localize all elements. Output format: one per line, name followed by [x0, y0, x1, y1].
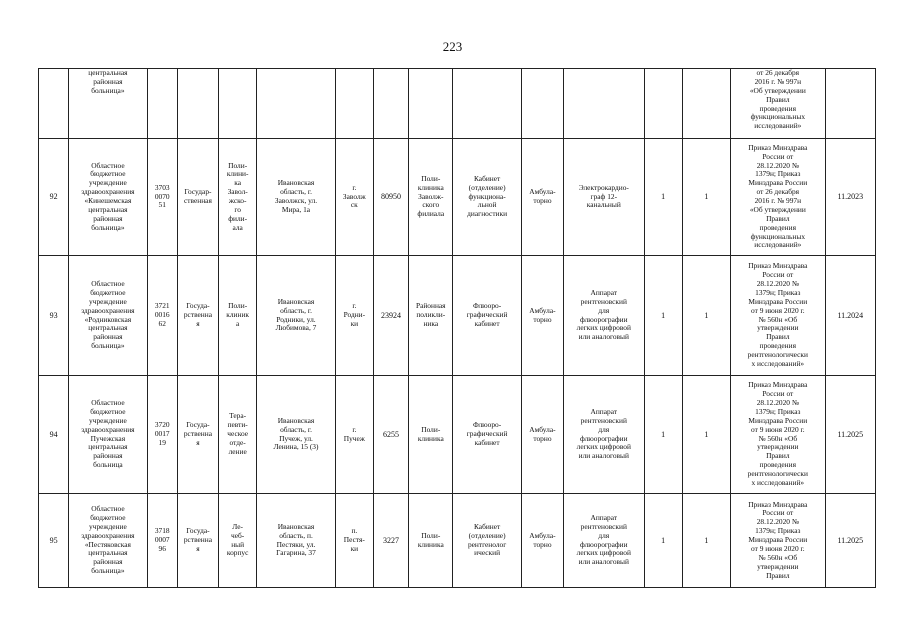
- cell-institution: Областное бюджетное учреждение здравоохранения «Кинешемская центральная районная больница»: [69, 139, 147, 256]
- cell-qty-a: [644, 69, 682, 139]
- cell-ownership: Госуда- рственна я: [177, 376, 218, 494]
- cell-legal-basis: Приказ Минздрава России от 28.12.2020 № 1379н; Приказ Минздрава России от 9 июня 2020 г. № 560н «Об утверждении Правил проведения рентгенологически х исследований»: [731, 376, 826, 494]
- equipment-register-table: [38, 68, 876, 588]
- cell-unit: [409, 69, 453, 139]
- table-row: [39, 376, 876, 494]
- cell-ownership: Госуда- рственна я: [177, 494, 218, 588]
- cell-city: г. Родни- ки: [335, 256, 373, 376]
- cell-date: 11.2025: [825, 376, 875, 494]
- cell-qty-b: 1: [682, 376, 730, 494]
- cell-care-type: Амбула- торно: [521, 256, 563, 376]
- cell-city: г. Пучеж: [335, 376, 373, 494]
- cell-institution: Областное бюджетное учреждение здравоохранения «Родниковская центральная районная больница»: [69, 256, 147, 376]
- cell-address: [257, 69, 335, 139]
- cell-care-type: Амбула- торно: [521, 494, 563, 588]
- cell-legal-basis: Приказ Минздрава России от 28.12.2020 № 1379н; Приказ Минздрава России от 9 июня 2020 г. № 560н «Об утверждении Правил: [731, 494, 826, 588]
- cell-date: 11.2025: [825, 494, 875, 588]
- cell-equipment: Электрокардио- граф 12- канальный: [564, 139, 644, 256]
- cell-num: 92: [39, 139, 69, 256]
- table-row: [39, 256, 876, 376]
- cell-qty-a: 1: [644, 376, 682, 494]
- cell-room: Кабинет (отделение) функциона- льной диагностики: [453, 139, 521, 256]
- cell-unit: Поли- клиника: [409, 494, 453, 588]
- cell-room: Флюоро- графический кабинет: [453, 256, 521, 376]
- cell-num: [39, 69, 69, 139]
- cell-care-type: [521, 69, 563, 139]
- cell-population: 80950: [373, 139, 408, 256]
- table-row: [39, 139, 876, 256]
- cell-num: 94: [39, 376, 69, 494]
- cell-qty-a: 1: [644, 256, 682, 376]
- cell-num: 93: [39, 256, 69, 376]
- cell-qty-a: 1: [644, 494, 682, 588]
- cell-institution: центральная районная больница»: [69, 69, 147, 139]
- cell-population: 23924: [373, 256, 408, 376]
- cell-address: Ивановская область, г. Пучеж, ул. Ленина, 15 (3): [257, 376, 335, 494]
- cell-division: Поли- клини- ка Завол- жско- го фили- ала: [219, 139, 257, 256]
- cell-code: 3703 0070 51: [147, 139, 177, 256]
- cell-ownership: Государ- ственная: [177, 139, 218, 256]
- cell-legal-basis: от 26 декабря 2016 г. № 997н «Об утверждении Правил проведения функциональных исследований»: [731, 69, 826, 139]
- cell-equipment: Аппарат рентгеновский для флюорографии легких цифровой или аналоговый: [564, 376, 644, 494]
- cell-code: [147, 69, 177, 139]
- cell-qty-b: 1: [682, 139, 730, 256]
- cell-institution: Областное бюджетное учреждение здравоохранения Пучежская центральная районная больница: [69, 376, 147, 494]
- cell-equipment: Аппарат рентгеновский для флюорографии легких цифровой или аналоговый: [564, 256, 644, 376]
- cell-date: 11.2024: [825, 256, 875, 376]
- cell-room: Кабинет (отделение) рентгенолог ический: [453, 494, 521, 588]
- table-row: [39, 494, 876, 588]
- cell-care-type: Амбула- торно: [521, 139, 563, 256]
- cell-date: 11.2023: [825, 139, 875, 256]
- cell-city: [335, 69, 373, 139]
- cell-unit: Районная поликли- ника: [409, 256, 453, 376]
- cell-population: 6255: [373, 376, 408, 494]
- cell-code: 3718 0007 96: [147, 494, 177, 588]
- table-row-continuation: [39, 69, 876, 139]
- page-number: 223: [442, 39, 463, 54]
- cell-code: 3721 0016 62: [147, 256, 177, 376]
- cell-unit: Поли- клиника Заволж- ского филиала: [409, 139, 453, 256]
- cell-date: [825, 69, 875, 139]
- cell-division: Поли- клиник а: [219, 256, 257, 376]
- cell-population: [373, 69, 408, 139]
- cell-qty-b: 1: [682, 256, 730, 376]
- cell-population: 3227: [373, 494, 408, 588]
- cell-city: г. Заволж ск: [335, 139, 373, 256]
- cell-equipment: Аппарат рентгеновский для флюорографии легких цифровой или аналоговый: [564, 494, 644, 588]
- cell-qty-b: 1: [682, 494, 730, 588]
- cell-division: [219, 69, 257, 139]
- cell-qty-a: 1: [644, 139, 682, 256]
- cell-code: 3720 0017 19: [147, 376, 177, 494]
- cell-num: 95: [39, 494, 69, 588]
- cell-legal-basis: Приказ Минздрава России от 28.12.2020 № 1379н; Приказ Минздрава России от 9 июня 2020 г. № 560н «Об утверждении Правил проведения рентгенологически х исследований»: [731, 256, 826, 376]
- cell-equipment: [564, 69, 644, 139]
- cell-legal-basis: Приказ Минздрава России от 28.12.2020 № 1379н; Приказ Минздрава России от 26 декабря 2016 г. № 997н «Об утверждении Правил проведения функциональных исследований»: [731, 139, 826, 256]
- cell-institution: Областное бюджетное учреждение здравоохранения «Пестяковская центральная районная больница»: [69, 494, 147, 588]
- cell-city: п. Пестя- ки: [335, 494, 373, 588]
- cell-ownership: Госуда- рственна я: [177, 256, 218, 376]
- cell-division: Ле- чеб- ный корпус: [219, 494, 257, 588]
- cell-ownership: [177, 69, 218, 139]
- cell-care-type: Амбула- торно: [521, 376, 563, 494]
- cell-qty-b: [682, 69, 730, 139]
- cell-room: Флюоро- графический кабинет: [453, 376, 521, 494]
- cell-unit: Поли- клиника: [409, 376, 453, 494]
- cell-division: Тера- певти- ческое отде- ление: [219, 376, 257, 494]
- cell-address: Ивановская область, г. Родники, ул. Любимова, 7: [257, 256, 335, 376]
- cell-address: Ивановская область, г. Заволжск, ул. Мира, 1а: [257, 139, 335, 256]
- cell-address: Ивановская область, п. Пестяки, ул. Гагарина, 37: [257, 494, 335, 588]
- cell-room: [453, 69, 521, 139]
